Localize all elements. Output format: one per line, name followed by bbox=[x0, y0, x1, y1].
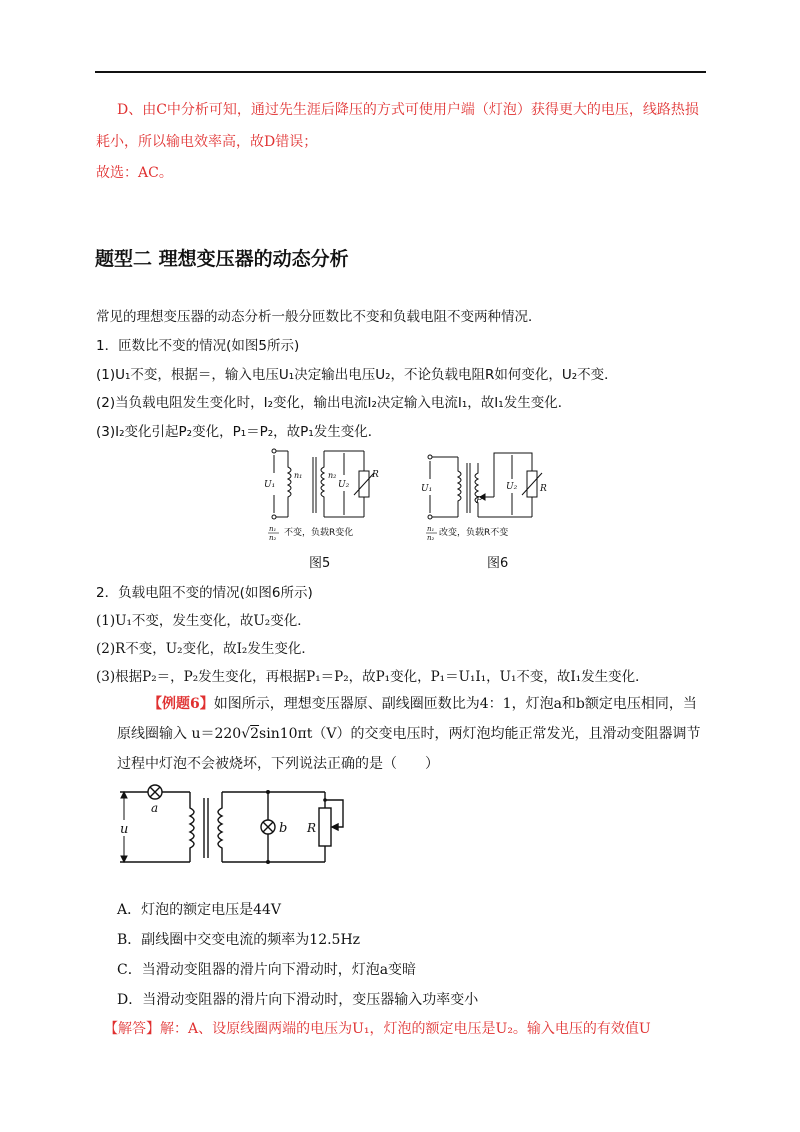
fig5-u2-label: U₂ bbox=[338, 480, 350, 490]
fig6-r-label: R bbox=[540, 484, 547, 494]
fig5-u1-label: U₁ bbox=[264, 480, 276, 490]
fig5-frac-bottom: n₂ bbox=[269, 534, 277, 540]
case2-item-2: (2)R不变，U₂变化，故I₂发生变化． bbox=[96, 641, 315, 657]
example-line-2-pre: 原线圈输入 u＝220 bbox=[117, 726, 242, 742]
answer-choice-line: 故选：AC。 bbox=[96, 165, 173, 181]
example-line-3: 过程中灯泡不会被烧坏，下列说法正确的是（ ） bbox=[117, 756, 439, 772]
fig6-p-label: P bbox=[476, 496, 483, 506]
figure-5-diagram bbox=[262, 445, 392, 540]
intro-text: 常见的理想变压器的动态分析一般分匝数比不变和负载电阻不变两种情况． bbox=[96, 309, 542, 325]
fig6-frac-top: n₁ bbox=[427, 525, 435, 533]
answer-text: 解：A、设原线圈两端的电压为U₁，灯泡的额定电压是U₂。输入电压的有效值U bbox=[160, 1021, 651, 1037]
fig5-n2-label: n₂ bbox=[328, 471, 337, 480]
case1-title: 1．匝数比不变的情况(如图5所示) bbox=[96, 338, 300, 354]
example-line-1 bbox=[148, 693, 697, 713]
option-b: B．副线圈中交变电流的频率为12.5Hz bbox=[117, 932, 361, 948]
case1-item-2: (2)当负载电阻发生变化时，I₂变化，输出电流I₂决定输入电流I₁，故I₁发生变化． bbox=[96, 395, 572, 411]
option-a: A．灯泡的额定电压是44V bbox=[117, 902, 282, 918]
figure-5-caption: 图5 bbox=[309, 556, 331, 571]
circuit-u-label: u bbox=[120, 822, 129, 837]
example-line-2-post: sin10πt（V）的交变电压时，两灯泡均能正常发光，且滑动变阻器调节 bbox=[259, 726, 701, 742]
analysis-line-1: D、由C中分析可知，通过先生涯后降压的方式可使用户端（灯泡）获得更大的电压，线路热损 bbox=[117, 102, 699, 118]
figure-6-caption: 图6 bbox=[487, 556, 509, 571]
fig6-u1-label: U₁ bbox=[421, 484, 433, 494]
circuit-r-label: R bbox=[307, 821, 317, 835]
example-line-2: 原线圈输入 u＝220√2sin10πt（V）的交变电压时，两灯泡均能正常发光，且滑动变阻器调节 bbox=[117, 726, 701, 742]
fig6-u2-label: U₂ bbox=[506, 482, 518, 492]
case1-item-1: (1)U₁不变，根据＝，输入电压U₁决定输出电压U₂，不论负载电阻R如何变化，U₂不变． bbox=[96, 367, 618, 383]
example-sqrt-value: 2 bbox=[250, 726, 260, 742]
fig5-r-label: R bbox=[372, 470, 379, 480]
example-line-1-text: 如图所示，理想变压器原、副线圈匝数比为4：1，灯泡a和b额定电压相同，当 bbox=[213, 696, 697, 712]
section-title: 题型二 理想变压器的动态分析 bbox=[95, 248, 349, 270]
circuit-a-label: a bbox=[151, 801, 159, 815]
answer-tag: 【解答】 bbox=[104, 1021, 160, 1037]
option-c: C．当滑动变阻器的滑片向下滑动时，灯泡a变暗 bbox=[117, 962, 417, 978]
fig5-n1-label: n₁ bbox=[294, 471, 303, 480]
case2-item-3: (3)根据P₂＝，P₂发生变化，再根据P₁＝P₂，故P₁变化，P₁＝U₁I₁，U₁不变，故I₁发生变化． bbox=[96, 669, 649, 685]
fig5-frac-top: n₁ bbox=[269, 525, 277, 533]
header-rule bbox=[95, 71, 706, 73]
case2-title: 2．负载电阻不变的情况(如图6所示) bbox=[96, 585, 313, 601]
case1-item-3: (3)I₂变化引起P₂变化，P₁＝P₂，故P₁发生变化． bbox=[96, 424, 382, 440]
analysis-line-2: 耗小，所以输电效率高，故D错误； bbox=[96, 134, 318, 150]
case2-item-1: (1)U₁不变，发生变化，故U₂变化． bbox=[96, 613, 311, 629]
circuit-b-label: b bbox=[279, 821, 288, 836]
fig6-frac-bottom: n₂ bbox=[427, 534, 435, 540]
example-circuit-diagram bbox=[100, 778, 370, 878]
figure-6-diagram bbox=[420, 445, 550, 540]
fig5-note: 不变，负载R变化 bbox=[284, 528, 354, 538]
fig6-note: 改变，负载R不变 bbox=[439, 528, 509, 538]
example-tag: 【例题6】 bbox=[148, 696, 214, 712]
option-d: D．当滑动变阻器的滑片向下滑动时，变压器输入功率变小 bbox=[117, 992, 479, 1008]
answer-line bbox=[104, 1018, 651, 1038]
